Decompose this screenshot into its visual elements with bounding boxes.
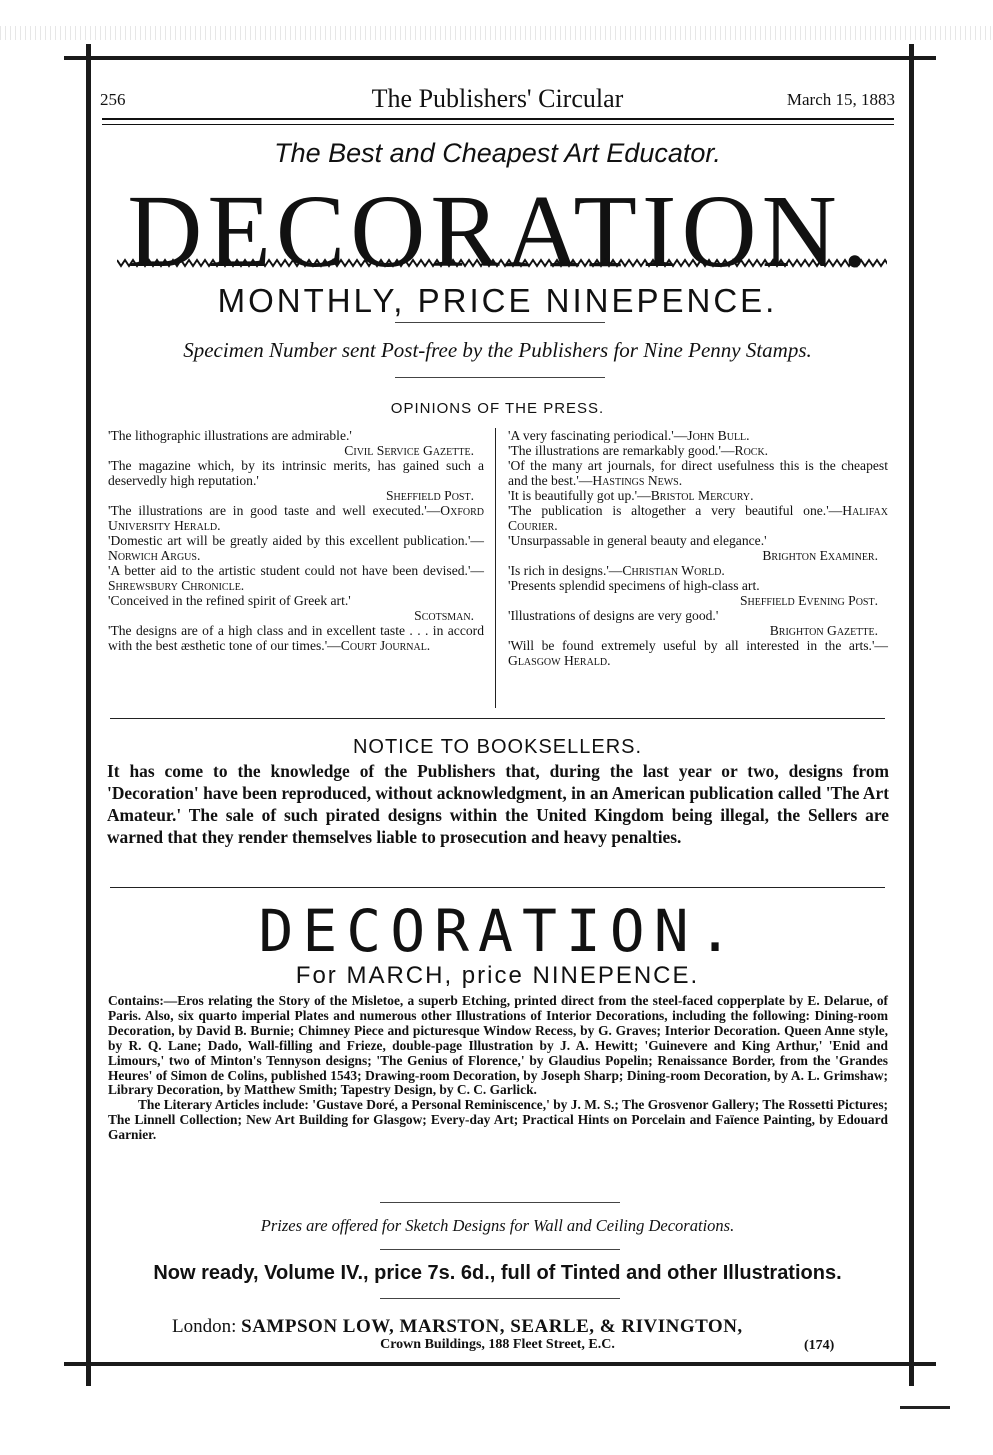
- quote-source: Halifax Courier.: [508, 503, 888, 533]
- press-quote: 'The publication is altogether a very beautiful one.'—Halifax Courier.: [508, 503, 888, 533]
- press-quote: 'The magazine which, by its intrinsic merits, has gained such a deservedly high reputation.' Sheffield Post.: [108, 458, 484, 503]
- short-rule: [380, 1202, 620, 1203]
- frame-bottom-bar: [64, 1362, 936, 1366]
- opinions-right-column: [508, 428, 888, 668]
- page-number: 256: [100, 90, 126, 109]
- press-quote: 'Presents splendid specimens of high-class art. Sheffield Evening Post.: [508, 578, 888, 608]
- running-header: [100, 84, 895, 114]
- press-quote: 'A better aid to the artistic student could not have been devised.'—Shrewsbury Chronicle.: [108, 563, 484, 593]
- section-rule: [110, 718, 885, 719]
- monthly-price: MONTHLY, PRICE NINEPENCE.: [217, 282, 778, 319]
- header-rule-thick: [102, 118, 894, 120]
- press-quote: 'Illustrations of designs are very good.' Brighton Gazette.: [508, 608, 888, 638]
- advert-number: (174): [804, 1338, 835, 1353]
- notice-body: It has come to the knowledge of the Publishers that, during the last year or two, designs from 'Decoration' have been reproduced, without acknowledgment, in an American publication called 'The Art Amateur.' The sale of such pirated designs within the United Kingdom being illegal, the Sellers are warned that they render themselves liable to prosecution and heavy penalties.: [107, 761, 889, 847]
- quote-source: Court Journal.: [340, 638, 431, 653]
- quote-source: Glasgow Herald.: [508, 653, 611, 668]
- march-price: For MARCH, price NINEPENCE.: [295, 962, 700, 989]
- quote-source: Shrewsbury Chronicle.: [108, 578, 245, 593]
- literary-articles: The Literary Articles include: 'Gustave Doré, a Personal Reminiscence,' by J. M. S.; The Grosvenor Gallery; The Rossetti Pictures; The Linnell Collection; New Art Building for Glasgow; Every-day Art; Practical Hints on Porcelain and Faïence Painting, by Edouard Garnier.: [108, 1097, 888, 1143]
- quote-source: Rock.: [734, 443, 769, 458]
- zigzag-ornament: [117, 258, 887, 268]
- press-quote: 'It is beautifully got up.'—Bristol Mercury.: [508, 488, 754, 503]
- decoration-title-march: DECORATION.: [258, 897, 742, 965]
- press-quote: 'A very fascinating periodical.'—John Bull.: [508, 428, 750, 443]
- quote-source: Oxford University Herald.: [108, 503, 484, 533]
- prizes-note: Prizes are offered for Sketch Designs for Wall and Ceiling Decorations.: [260, 1216, 735, 1235]
- press-quote: 'Will be found extremely useful by all interested in the arts.'—Glasgow Herald.: [508, 638, 888, 668]
- quote-source: John Bull.: [687, 428, 750, 443]
- london-label: London:: [172, 1316, 237, 1337]
- frame-top-bar: [64, 56, 936, 60]
- short-rule: [395, 322, 605, 323]
- press-quote: 'The illustrations are remarkably good.'—Rock.: [508, 443, 769, 458]
- column-divider: [495, 428, 496, 708]
- contents-list: [108, 994, 888, 1143]
- quote-source: Civil Service Gazette.: [344, 443, 474, 458]
- notice-heading: NOTICE TO BOOKSELLERS.: [352, 736, 643, 758]
- short-rule: [380, 1298, 620, 1299]
- quote-source: Sheffield Evening Post.: [739, 593, 878, 608]
- advert-tagline: The Best and Cheapest Art Educator.: [274, 138, 721, 168]
- opinions-heading: OPINIONS OF THE PRESS.: [390, 400, 605, 417]
- press-quote: 'Unsurpassable in general beauty and elegance.' Brighton Examiner.: [508, 533, 888, 563]
- quote-source: Brighton Examiner.: [762, 548, 878, 563]
- publisher-address: Crown Buildings, 188 Fleet Street, E.C.: [380, 1337, 615, 1352]
- press-quote: 'Domestic art will be greatly aided by this excellent publication.'—Norwich Argus.: [108, 533, 484, 563]
- section-rule: [110, 887, 885, 888]
- quote-source: Bristol Mercury.: [650, 488, 754, 503]
- short-rule: [395, 377, 605, 378]
- publisher-line: [172, 1316, 892, 1338]
- tail-rule: [900, 1406, 950, 1409]
- frame-left-bar: [86, 44, 91, 1386]
- publisher-names: SAMPSON LOW, MARSTON, SEARLE, & RIVINGTON,: [241, 1316, 743, 1337]
- quote-source: Hastings News.: [592, 473, 683, 488]
- quote-source: Christian World.: [622, 563, 725, 578]
- frame-right-bar: [909, 44, 914, 1386]
- quote-source: Norwich Argus.: [108, 548, 201, 563]
- press-quote: 'Is rich in designs.'—Christian World.: [508, 563, 725, 578]
- press-quote: 'The illustrations are in good taste and well executed.'—Oxford University Herald.: [108, 503, 484, 533]
- quote-source: Sheffield Post.: [385, 488, 474, 503]
- quote-source: Scotsman.: [414, 608, 474, 623]
- header-rule-thin: [102, 124, 894, 125]
- short-rule: [380, 1249, 620, 1250]
- scan-speckle: [0, 26, 993, 40]
- press-quote: 'Conceived in the refined spirit of Greek art.' Scotsman.: [108, 593, 484, 623]
- decoration-title: DECORATION.: [127, 174, 873, 289]
- journal-title: The Publishers' Circular: [371, 84, 624, 113]
- quote-source: Brighton Gazette.: [769, 623, 878, 638]
- press-quote: 'Of the many art journals, for direct usefulness this is the cheapest and the best.'—Hastings News.: [508, 458, 888, 488]
- press-quote: 'The designs are of a high class and in excellent taste . . . in accord with the best æsthetic tone of our times.'—Court Journal.: [108, 623, 484, 653]
- issue-date: March 15, 1883: [786, 90, 895, 109]
- press-quote: 'The lithographic illustrations are admirable.' Civil Service Gazette.: [108, 428, 484, 458]
- opinions-left-column: [108, 428, 484, 653]
- specimen-note: Specimen Number sent Post-free by the Publishers for Nine Penny Stamps.: [183, 338, 812, 362]
- contents-paragraph: Contains:—Eros relating the Story of the Misletoe, a superb Etching, printed direct from the steel-faced copperplate by E. Delarue, of Paris. Also, six quarto imperial Plates and numerous other Illustrations of Interior Decorations, including the following: Dining-room Decoration, by David B. Burnie; Chimney Piece and picturesque Window Recess, by G. Graves; Interior Decoration. Queen Anne style, by R. Q. Lane; Dado, Wall-filling and Frieze, double-page Illustration by J. A. Hewitt; 'Guinevere and King Arthur,' 'Enid and Limours,' two of Minton's Tennyson designs; 'The Genius of Florence,' by Glaudius Popelin; Renaissance Border, from the 'Grandes Heures' of Simon de Colins, published 1543; Drawing-room Decoration, by Joseph Sharp; Dining-room Decoration, by A. L. Grimshaw; Library Decoration, by Matthew Smith; Tapestry Design, by C. C. Garlick.: [108, 993, 888, 1098]
- volume-announcement: Now ready, Volume IV., price 7s. 6d., full of Tinted and other Illustrations.: [153, 1262, 842, 1284]
